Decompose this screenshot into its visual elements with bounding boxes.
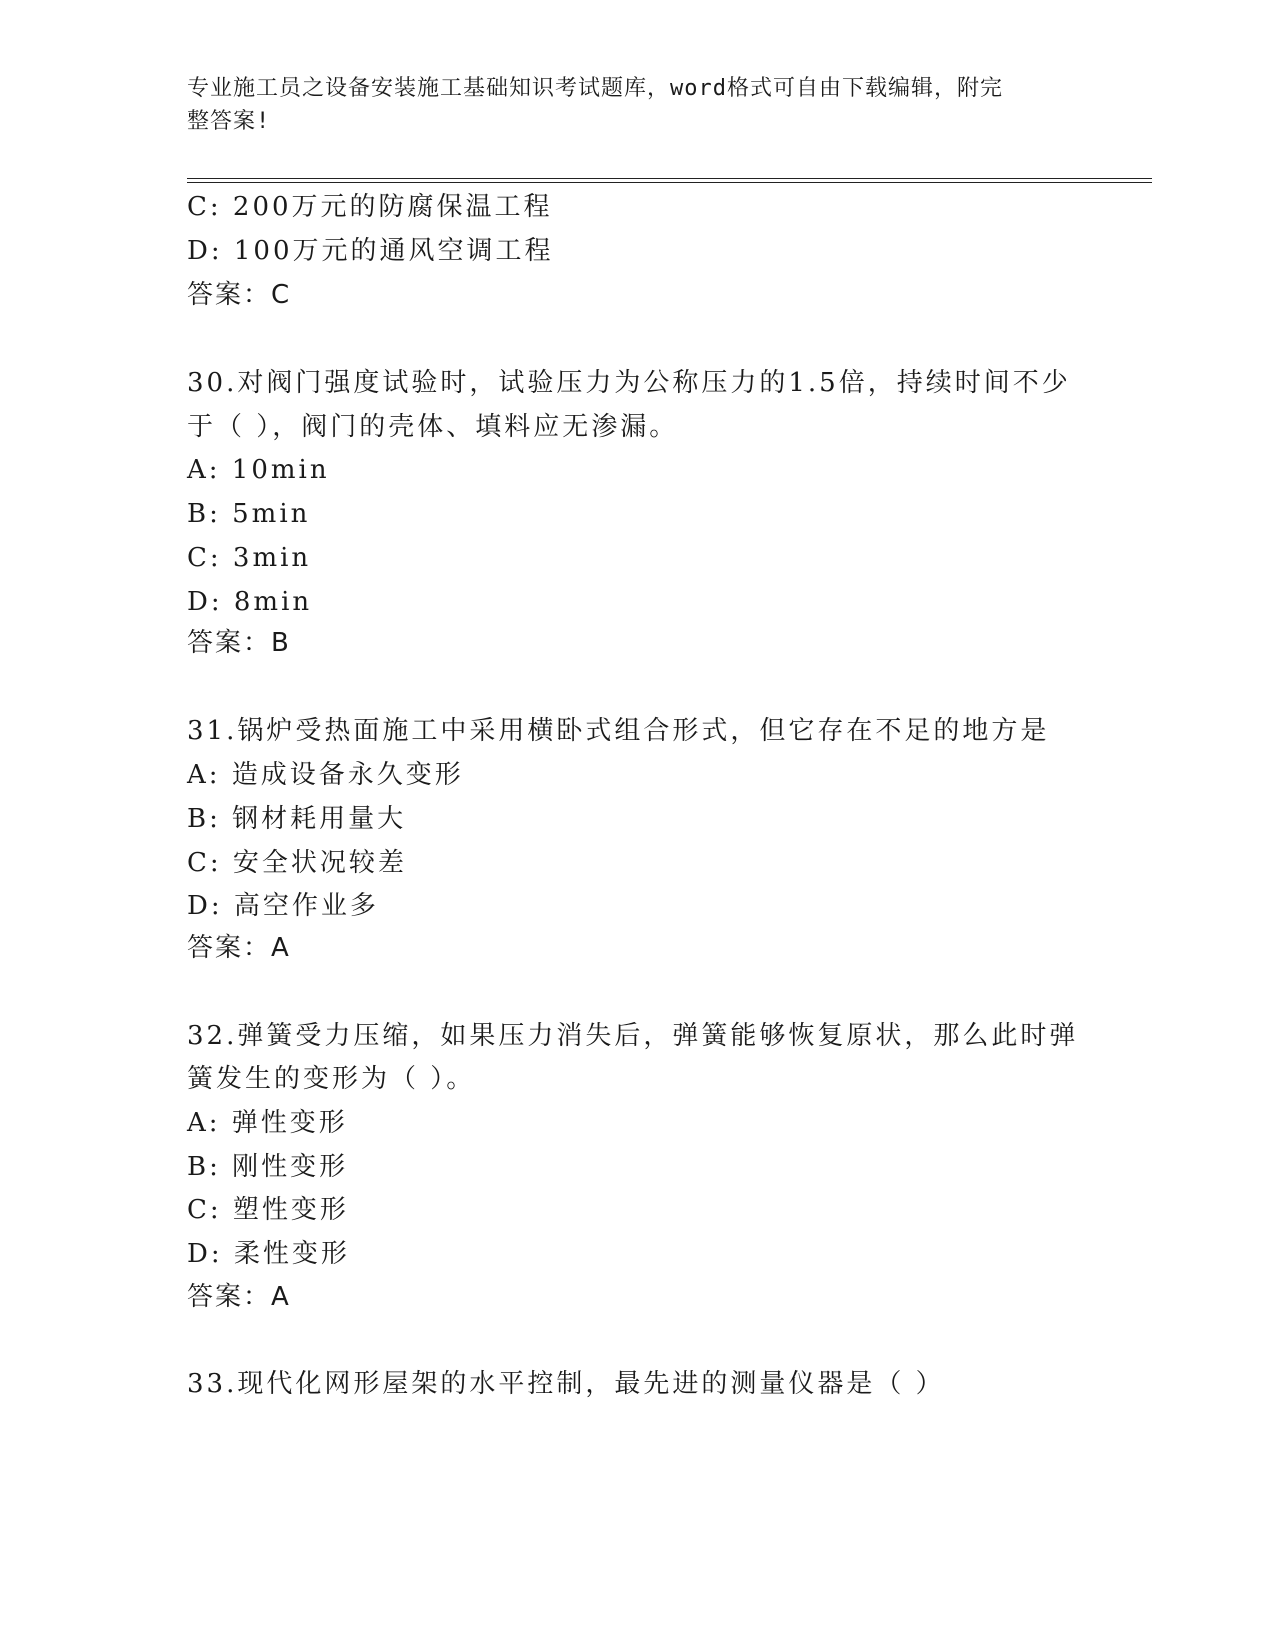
q32-stem-line-2: 簧发生的变形为（ ）。: [187, 1064, 476, 1094]
q31-option-d: D: 高空作业多: [187, 891, 379, 921]
q29-answer: 答案：C: [187, 280, 292, 310]
q31-stem-line-1: 31.锅炉受热面施工中采用横卧式组合形式，但它存在不足的地方是: [187, 716, 1050, 746]
header-line-2: 整答案!: [187, 109, 271, 134]
q32-option-a: A: 弹性变形: [187, 1108, 348, 1138]
q31-answer: 答案：A: [187, 933, 291, 963]
q29-option-c: C: 200万元的防腐保温工程: [187, 192, 553, 222]
q32-option-b: B: 刚性变形: [187, 1152, 349, 1182]
q30-stem-line-1: 30.对阀门强度试验时，试验压力为公称压力的1.5倍，持续时间不少: [187, 368, 1071, 398]
q31-option-c: C: 安全状况较差: [187, 848, 407, 878]
header-line-1: 专业施工员之设备安装施工基础知识考试题库，word格式可自由下载编辑，附完: [187, 76, 1003, 101]
q29-option-d: D: 100万元的通风空调工程: [187, 236, 554, 266]
q30-answer: 答案：B: [187, 628, 291, 658]
q31-option-a: A: 造成设备永久变形: [187, 760, 464, 790]
header-divider-top: [187, 178, 1152, 179]
q30-option-c: C: 3min: [187, 543, 312, 573]
q32-stem-line-1: 32.弹簧受力压缩，如果压力消失后，弹簧能够恢复原状，那么此时弹: [187, 1021, 1079, 1051]
q31-option-b: B: 钢材耗用量大: [187, 804, 407, 834]
q30-stem-line-2: 于（ ），阀门的壳体、填料应无渗漏。: [187, 412, 679, 442]
q33-stem-line-1: 33.现代化网形屋架的水平控制，最先进的测量仪器是（ ）: [187, 1369, 945, 1399]
q32-option-d: D: 柔性变形: [187, 1239, 350, 1269]
document-header: [187, 72, 1067, 138]
q30-option-d: D: 8min: [187, 587, 313, 617]
q32-answer: 答案：A: [187, 1282, 291, 1312]
q30-option-b: B: 5min: [187, 499, 311, 529]
q32-option-c: C: 塑性变形: [187, 1195, 349, 1225]
q30-option-a: A: 10min: [187, 455, 330, 485]
header-divider-bottom: [187, 182, 1152, 183]
